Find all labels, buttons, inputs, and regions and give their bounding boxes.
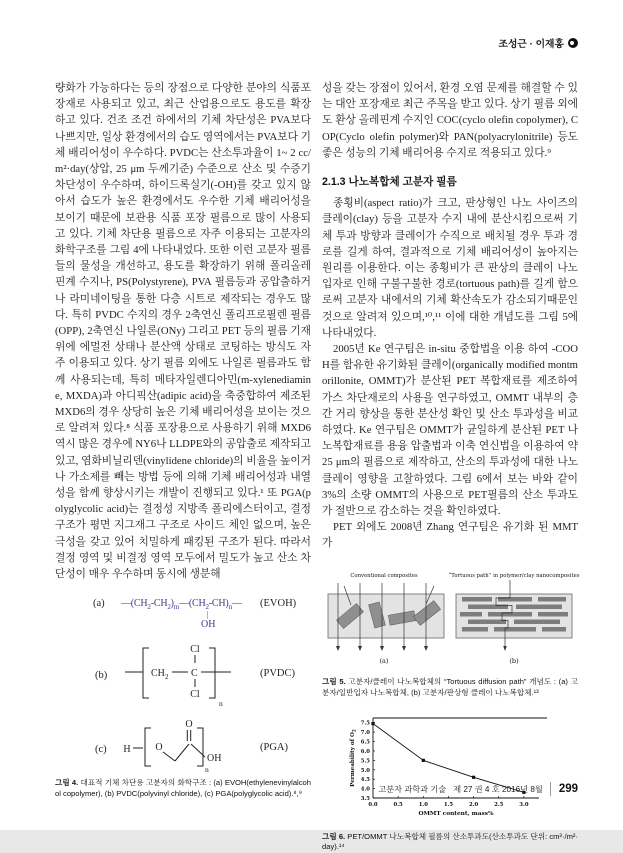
svg-text:5.0: 5.0	[360, 768, 370, 775]
evoh-oh-group: OH	[201, 619, 216, 631]
journal-name: 고분자 과학과 기술	[378, 784, 447, 794]
pga-name: (PGA)	[260, 742, 288, 754]
pvdc-cl-bottom: Cl	[190, 689, 200, 701]
svg-text:Permeability of O2: Permeability of $O_2$	[349, 729, 357, 788]
figure4-caption-label: 그림 4.	[55, 778, 79, 788]
issue-info: 제 27 권 4 호 2016년 8월	[453, 784, 543, 794]
pga-oh: OH	[207, 753, 222, 765]
svg-text:6.5: 6.5	[360, 740, 370, 747]
left-column	[55, 80, 311, 853]
structure-pga	[55, 716, 311, 774]
svg-text:3.5: 3.5	[360, 796, 370, 803]
pvdc-n-sub: n	[219, 699, 223, 709]
body-paragraph: 2005년 Ke 연구팀은 in-situ 중합법을 이용 하여 -COOH를 함유한 유기화된 클레이(organically modified montmorillonite, OMMT)가 분산된 PET 복합재료를 제조하여 가스 차단재로의 사용을 연구하였고, OMMT 내부의 층간 거리 향상을 통한 분산성 확인 및 산소 투과성을 비교하였다. Ke 연구팀은 OMMT가 균일하게 분산된 PET 나노복합재료를 용융 압출법과 이축 연신법을 이용하여 약 25 μm의 필름으로 제작하고, 산소의 투과성에 대한 나노 클레이 영향을 고찰하였다. 그림 6에서 보는 바와 같이 3%의 소량 OMMT의 사용으로 PET필름의 산소 투과도가 절반으로 감소하는 것을 확인하였다.	[322, 343, 578, 518]
pga-n-sub: n	[205, 765, 209, 775]
figure5a-title: Conventional composites	[350, 572, 418, 579]
chart-container	[343, 710, 558, 827]
right-column	[322, 80, 578, 853]
svg-text:7.5: 7.5	[360, 721, 370, 728]
svg-text:3.0: 3.0	[518, 802, 529, 809]
evoh-name: (EVOH)	[260, 598, 297, 610]
svg-text:1.5: 1.5	[443, 802, 453, 809]
page-header	[499, 36, 579, 50]
pvdc-name: (PVDC)	[260, 668, 296, 680]
figure6-caption-text: PET/OMMT 나노복합체 필름의 산소투과도(산소투과도 단위: cm³·/m²·day).¹⁴	[322, 831, 578, 852]
figure6-caption	[322, 832, 578, 853]
pvdc-ch2: CH	[151, 668, 165, 680]
figure4	[55, 592, 311, 800]
svg-text:0.5: 0.5	[393, 802, 403, 809]
structure-pvdc	[55, 638, 311, 710]
pvdc-ch2-sub: 2	[165, 673, 169, 682]
svg-text:5.5: 5.5	[360, 758, 370, 765]
page-footer	[378, 782, 578, 796]
svg-text:0.0: 0.0	[367, 802, 378, 809]
body-paragraph: 종횡비(aspect ratio)가 크고, 판상형인 나노 사이즈의 클레이(clay) 등을 고분자 수지 내에 분산시킴으로써 기체 투과 방향과 클레이가 수직으로 배치될 경우 투과 경로를 길게 하여, 결과적으로 기체 배리어성이 높아지는 원리를 이용한다. 이는 종횡비가 큰 판상의 클레이 나노입자로 인해 구불구불한 경로(tortuous path)를 길게 함으로써 고분자 내에서의 기체 확산속도가 감소되기때문인 것으로 알려져 있으며,¹⁰,¹¹ 이에 대한 개념도를 그림 5에 나타내었다.	[322, 197, 578, 339]
structure-b-label: (b)	[95, 670, 108, 682]
evoh-formula: $—(CH_2-CH_2)_m—(CH_2-CH)_n—$	[121, 598, 242, 612]
svg-text:7.0: 7.0	[360, 730, 370, 737]
structure-a-label: (a)	[93, 598, 105, 610]
figure4-caption-text: 대표적 기체 차단용 고분자의 화학구조 : (a) EVOH(ethylenevinylalcohol copolymer), (b) PVDC(polyvinyl chloride), (c) PGA(polyglycolic acid).⁸,⁹	[55, 778, 311, 799]
page-number: 299	[550, 782, 578, 796]
pga-carbonyl-o: O	[185, 719, 193, 731]
figure5a-label: (a)	[379, 656, 389, 665]
body-paragraph: 량화가 가능하다는 등의 장점으로 다양한 분야의 식품포장재로 사용되고 있고, 최근 산업용으로도 용도를 확장하고 있다. 건조 조건 하에서의 기체 차단성은 PVA보다 나쁘지만, 일상 환경에서의 습도 영역에서는 PVA보다 기체 배리어성이 우수하다. PVDC는 산소투과율이 1~ 2 cc/m²·day(상압, 25 μm 두께기준) 수준으로 산소 및 수증기 차단성이 우수하며, 하이드록실기(-OH)를 갖고 있지 않아서 습도가 높은 환경에서도 우수한 기체 배리어성을 보이기 때문에 보관용 식품 포장 필름으로 많이 사용되고 있다. 기체 차단용 필름으로 자주 이용되는 고분자의 화학구조를 그림 4에 나타내었다. 또한 이런 고분자 필름들의 물성을 개선하고, 용도를 확장하기 위해 폴리올레핀계 수지나, PS(Polystyrene), PVA 필름등과 공압출하거나 라미네이팅을 통한 다층 시트로 제작되는 경우도 많다. 특히 PVDC 수지의 경우 2축연신 폴리프로필렌 필름(OPP), 2축연신 나일론(ONy) 그리고 PET 등의 필름 기재 위에 에멀전 상태나 분산액 상태로 코팅하는 방식도 자주 이용되고 있다. 상기 필름 외에도 나일론 필름과도 함께 사용되는데, 특히 메타자일렌디아민(m-xylenediamine, MXDA)과 아디픽산(adipic acid)을 축중합하여 제조된 MXD6의 경우 상당히 높은 기체 배리어성을 보이는 것으로 알려져 있다.⁸ 식품 포장용으로 사용하기 위해 MXD6 역시 많은 경우에 NY6나 LLDPE와의 공압출로 제작되고 있고, 염화비닐리덴(vinylidene chloride)의 비율을 높이거나 가소제를 빼는 방법 등에 의해 기체 배리어성과 내열성을 함께 향상시키는 개발이 진행되고 있다.¹ 또 PGA(polyglycolic acid)는 결정성 지방족 폴리에스터이고, 결정구조가 평면 지그재그 구조로 사이드 체인 없으며, 높은 극성을 갖고 있어 치밀하게 패킹된 구조가 된다. 따라서 결정 영역 및 비결정 영역 모두에서 밀도가 높고 산소 차단성이 매우 우수하며 동시에 생분해	[55, 82, 311, 581]
svg-text:6.0: 6.0	[360, 749, 370, 756]
structure-c-label: (c)	[95, 744, 107, 756]
society-logo-icon	[568, 38, 578, 48]
figure6-caption-label: 그림 6.	[322, 831, 346, 841]
figure4-caption	[55, 778, 311, 800]
svg-text:1.0: 1.0	[418, 802, 428, 809]
pga-ring-o: O	[155, 742, 163, 754]
pga-h: H	[123, 744, 131, 756]
structure-evoh	[55, 592, 311, 638]
svg-text:OMMT content, mass%: OMMT content, mass%	[417, 811, 494, 818]
evoh-bond: |	[207, 610, 209, 620]
figure5-caption-label: 그림 5.	[322, 676, 346, 686]
authors: 조성근 · 이재홍	[498, 39, 564, 50]
figure5	[322, 566, 578, 699]
pvdc-c: C	[191, 668, 198, 680]
svg-text:4.5: 4.5	[360, 777, 370, 784]
body-paragraph: PET 외에도 2008년 Zhang 연구팀은 유기화 된 MMT가	[322, 521, 578, 550]
tortuous-path-diagram	[322, 566, 578, 668]
figure5b-title: “Tortuous path” in polymer/clay nanocomposites	[448, 572, 580, 579]
figure5-caption-text: 고분자/클레이 나노복합체의 “Tortuous diffusion path” 개념도 : (a) 고분자/일반입자 나노복합체, (b) 고분자/판상형 클레이 나노복합체.¹³	[322, 676, 578, 697]
svg-text:4.0: 4.0	[360, 787, 370, 794]
section-heading-2-1-3: 2.1.3 나노복합체 고분자 필름	[322, 176, 457, 189]
figure5-caption	[322, 677, 578, 699]
permeability-chart	[343, 710, 558, 822]
svg-text:2.0: 2.0	[468, 802, 478, 809]
pvdc-cl-top: Cl	[190, 644, 200, 656]
figure5b-label: (b)	[509, 656, 519, 665]
two-column-body	[55, 80, 579, 853]
body-paragraph: 성을 갖는 장점이 있어서, 환경 오염 문제를 해결할 수 있는 대안 포장재로 최근 주목을 받고 있다. 상기 필름 외에도 환상 올레핀계 수지인 COC(cyclo olefin copolymer), COP(Cyclo olefin polymer)와 PAN(polyacrylonitrile) 등도 좋은 성능의 기체 배리어용 수지로 적용되고 있다.⁹	[322, 82, 578, 159]
logo-dot	[570, 41, 574, 45]
svg-text:2.5: 2.5	[493, 802, 503, 809]
